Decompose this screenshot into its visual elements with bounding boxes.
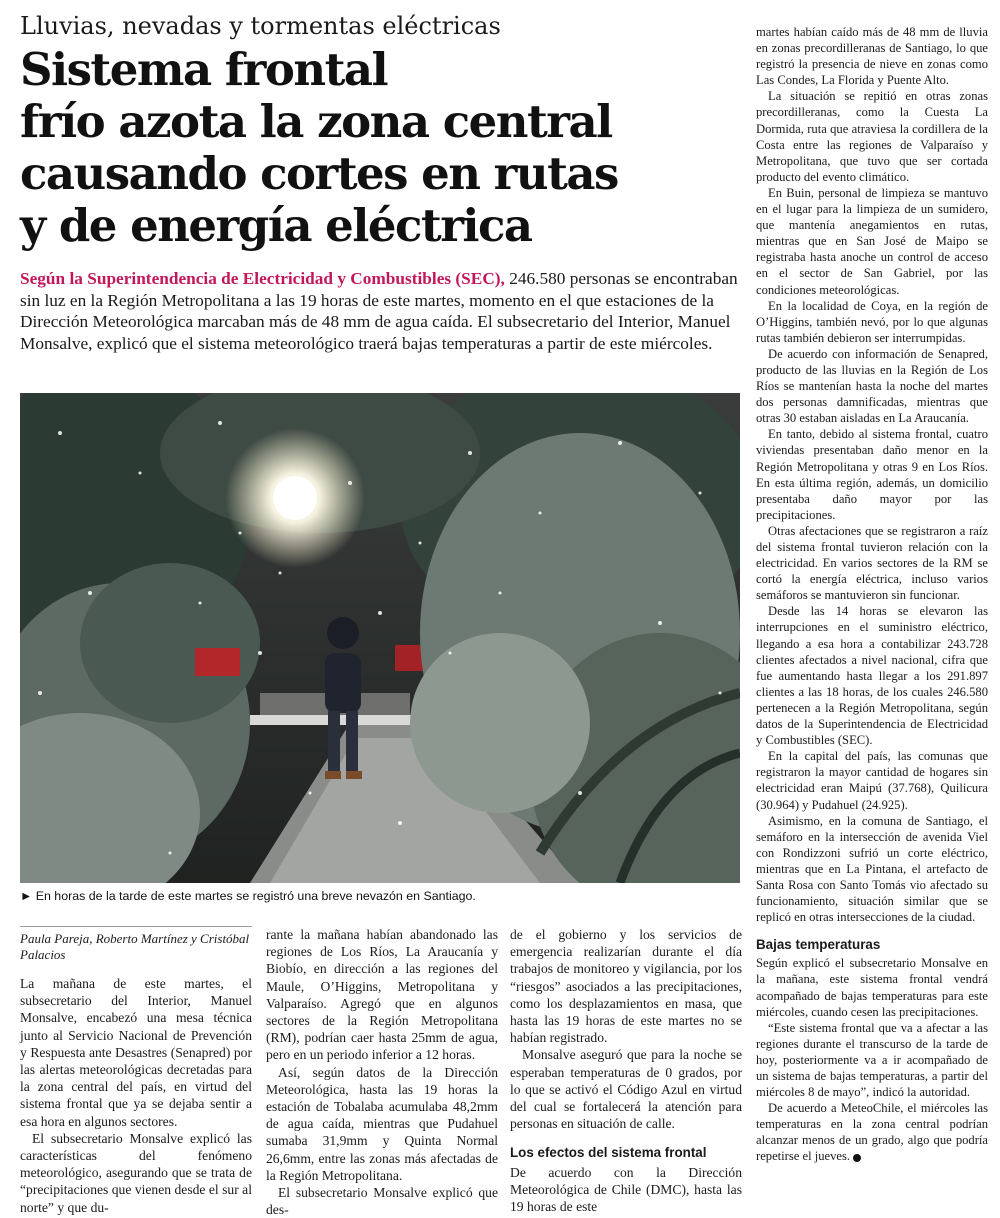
lede-source: Según la Superintendencia de Electricidad y Combustibles (SEC), <box>20 269 505 288</box>
paragraph: En tanto, debido al sistema frontal, cuatro viviendas presentaban daño menor en la Región Metropolitana y otras 9 en Los Ríos. En esta última región, además, un domicilio presentaba daño mayor por las precipitaciones. <box>756 427 988 522</box>
paragraph: de el gobierno y los servicios de emergencia realizarían durante el día trabajos de monitoreo y vigilancia, por los “riesgos” asociados a las precipitaciones, como los desplazamientos en masa, que hasta las 19 horas de este martes no se habían registrado. <box>510 927 742 1046</box>
paragraph: En la capital del país, las comunas que registraron la mayor cantidad de hogares sin electricidad eran Maipú (37.768), Quilicura (30.964) y Pudahuel (24.925). <box>756 749 988 812</box>
byline: Paula Pareja, Roberto Martínez y Cristóbal Palacios <box>20 926 252 963</box>
article-column-4 <box>756 24 988 1165</box>
article-column-2 <box>266 926 498 1218</box>
photo-caption: ► En horas de la tarde de este martes se registró una breve nevazón en Santiago. <box>20 889 476 903</box>
paragraph <box>756 1100 988 1164</box>
headline-line: causando cortes en rutas <box>20 147 618 200</box>
paragraph: Así, según datos de la Dirección Meteorológica, hasta las 19 horas la estación de Tobalaba acumulaba 48,2mm de agua caída, mientras que Pudahuel sumaba 31,9mm y Quinta Normal 26,6mm, entre las zonas más afectadas de la Región Metropolitana. <box>266 1064 498 1183</box>
paragraph: Otras afectaciones que se registraron a raíz del sistema frontal tuvieron relación con la electricidad. En varios sectores de la RM se cortó la energía eléctrica, incluso varios semáforos se mantuvieron sin funcionar. <box>756 523 988 603</box>
paragraph: El subsecretario Monsalve explicó las características del fenómeno meteorológico, asegurando que se trata de “precipitaciones que vienen desde el sur al norte” y que du- <box>20 1130 252 1215</box>
end-of-article-icon <box>853 1154 861 1162</box>
paragraph: En la localidad de Coya, en la región de O’Higgins, también nevó, por lo que algunas rutas también debieron ser interrumpidas. <box>756 298 988 345</box>
article-headline <box>20 44 740 252</box>
paragraph: Según explicó el subsecretario Monsalve en la mañana, este sistema frontal vendrá acompañado de bajas temperaturas para este miércoles, cuando cesen las precipitaciones. <box>756 956 988 1019</box>
paragraph: El subsecretario Monsalve explicó que des- <box>266 1185 498 1218</box>
snowfall-photo <box>20 393 740 883</box>
article-column-3 <box>510 926 742 1215</box>
paragraph: rante la mañana habían abandonado las regiones de Los Ríos, La Araucanía y Biobío, en dirección a las regiones del Maule, O’Higgins, Metropolitana y Valparaíso. Agregó que en algunos sectores de la Región Metropolitana (RM), podrían caer hasta 25mm de agua, pero en un periodo inferior a 12 horas. <box>266 927 498 1063</box>
article-kicker: Lluvias, nevadas y tormentas eléctricas <box>20 12 501 40</box>
snowfall-photo-image <box>20 393 740 883</box>
paragraph: martes habían caído más de 48 mm de lluvia en zonas precordilleranas de Santiago, lo que registró la presencia de nieve en zonas como Las Condes, La Florida y Puente Alto. <box>756 25 988 88</box>
paragraph: “Este sistema frontal que va a afectar a las regiones durante el transcurso de la tarde de hoy, posteriormente va a ir acompañado de un sistema de bajas temperaturas, a partir del miércoles 8 de mayo”, indicó la autoridad. <box>756 1020 988 1100</box>
article-lede <box>20 268 740 354</box>
paragraph: En Buin, personal de limpieza se mantuvo en el lugar para la limpieza de un sumidero, que mantenía anegamientos en rutas, mientras que en San José de Maipo se registraba hasta anoche un control de acceso en el sector de San Gabriel, por las condiciones meteorológicas. <box>756 185 988 297</box>
subhead-efectos: Los efectos del sistema frontal <box>510 1145 707 1161</box>
paragraph: La situación se repitió en otras zonas precordilleranas, como la Cuesta La Dormida, ruta que atraviesa la cordillera de la Costa entre las regiones de Valparaíso y Metropolitana, que tuvo que ser cortada producto del evento climático. <box>756 89 988 184</box>
headline-line: frío azota la zona central <box>20 95 612 148</box>
paragraph: Desde las 14 horas se elevaron las interrupciones en el suministro eléctrico, llegando a esa hora a contabilizar 243.728 clientes afectados a nivel nacional, cifra que fue aumentando hasta llegar a los 291.897 clientes a las 18 horas, de los cuales 246.580 pertenecen a la Región Metropolitana, según datos de la Superintendencia de Electricidad y Combustibles (SEC). <box>756 604 988 748</box>
subhead-bajas-temperaturas: Bajas temperaturas <box>756 937 881 953</box>
paragraph: La mañana de este martes, el subsecretario del Interior, Manuel Monsalve, encabezó una mesa técnica junto al Servicio Nacional de Prevención y Respuesta ante Desastres (Senapred) por las alertas meteorológicas decretadas para la zona central del país, en virtud del sistema frontal que ya se dejaba sentir a esa hora en algunos sectores. <box>20 976 252 1129</box>
lede-text: 246.580 personas se encontraban sin luz en la Región Metropolitana a las 19 horas de este martes, momento en el que estaciones de la Dirección Meteorológica marcaban más de 48 mm de agua caída. El subsecretario del Interior, Manuel Monsalve, explicó que el sistema meteorológico traerá bajas temperaturas a partir de este miércoles. <box>20 269 738 353</box>
headline-line: Sistema frontal <box>20 43 388 96</box>
paragraph: De acuerdo con la Dirección Meteorológica de Chile (DMC), hasta las 19 horas de este <box>510 1164 742 1215</box>
article-column-1 <box>20 926 252 1216</box>
final-paragraph-text: De acuerdo a MeteoChile, el miércoles las temperaturas en la zona central podrían alcanzar menos de un grado, algo que podría repetirse el jueves. <box>756 1101 988 1164</box>
paragraph: Monsalve aseguró que para la noche se esperaban temperaturas de 0 grados, por lo que se activó el Código Azul en virtud del cual se fortalecerá la atención para personas en situación de calle. <box>510 1047 742 1132</box>
paragraph: Asimismo, en la comuna de Santiago, el semáforo en la intersección de avenida Viel con Rondizzoni sufrió un corte eléctrico, mientras que en La Pintana, el artefacto de Santa Rosa con Santo Tomás vio afectado su funcionamiento, situación similar que se replicó en otras intersecciones de la ciudad. <box>756 813 988 925</box>
paragraph: De acuerdo con información de Senapred, producto de las lluvias en la Región de Los Ríos se mantenían hasta la noche del martes dos personas damnificadas, mientras que otras 30 estaban aisladas en La Araucanía. <box>756 346 988 426</box>
headline-line: y de energía eléctrica <box>20 199 532 252</box>
